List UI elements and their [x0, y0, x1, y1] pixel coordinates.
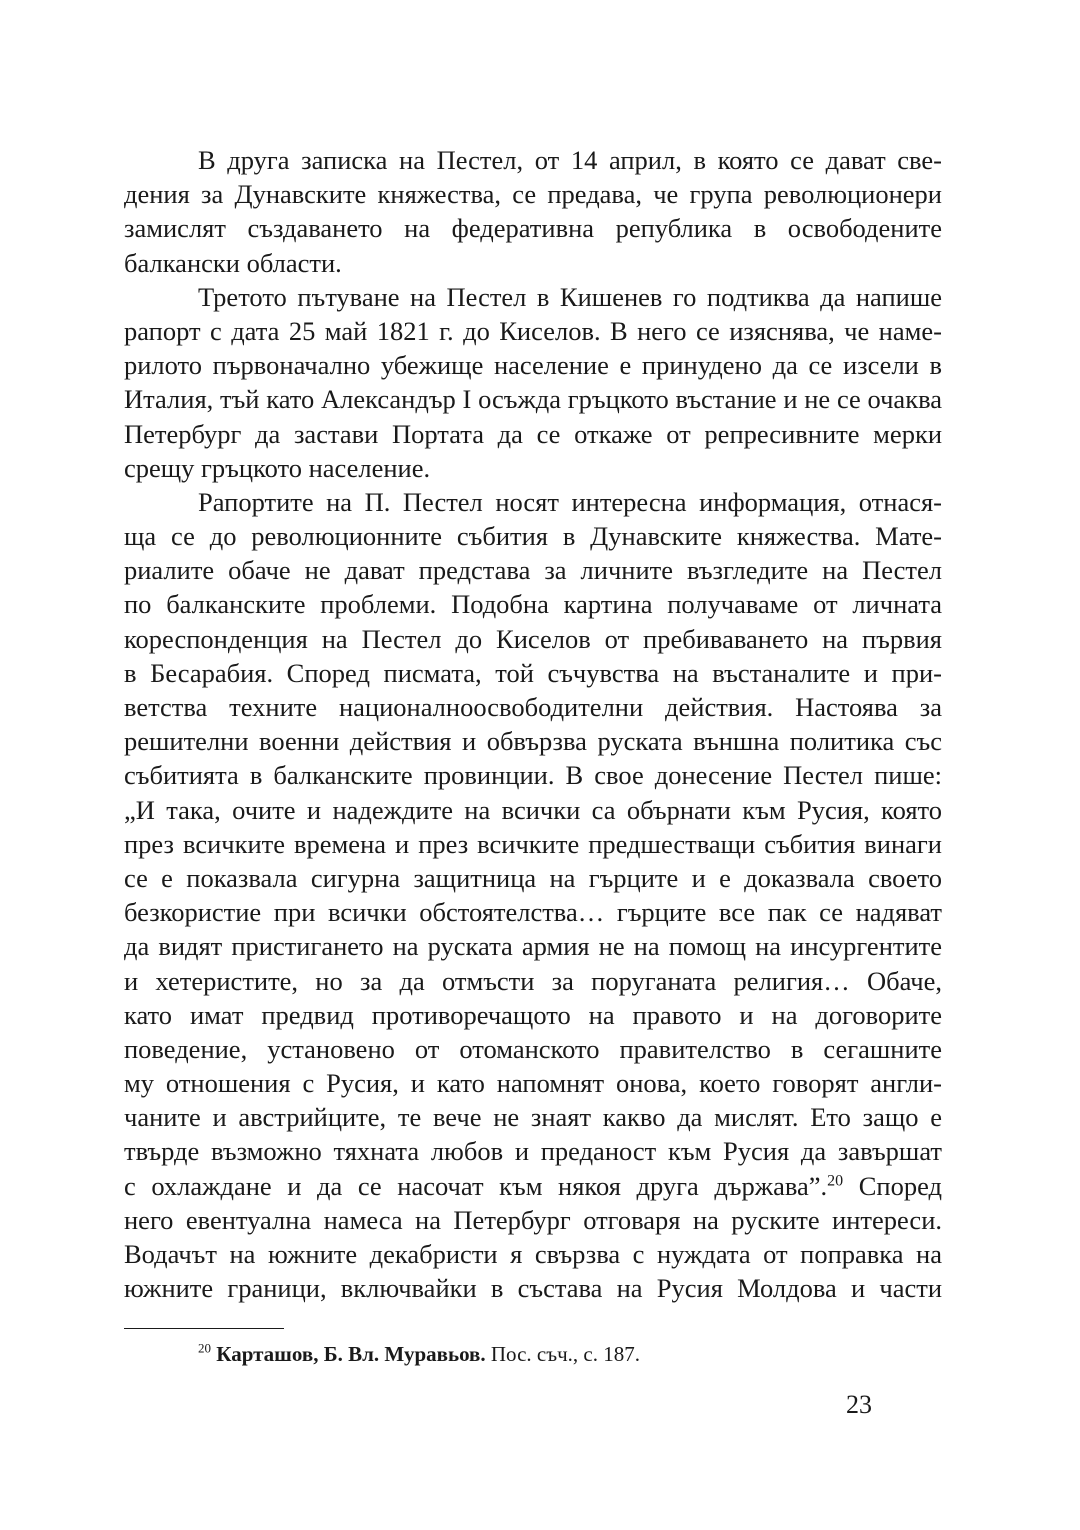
text-line: него евентуална намеса на Петербург отговаря на руските интереси. [124, 1204, 942, 1235]
text-line: „И така, очите и надеждите на всички са обърнати към Русия, която [124, 794, 942, 825]
text-line: да видят пристигането на руската армия не на помощ на инсургентите [124, 931, 942, 962]
text-line: Третото пътуване на Пестел в Кишенев го подтиква да напише [198, 281, 942, 312]
text-line: южните граници, включвайки в състава на Русия Молдова и части [124, 1273, 942, 1304]
footnote-reference[interactable]: 20 [827, 1172, 844, 1190]
text-segment: Според [843, 1170, 942, 1201]
text-line: балкански области. [124, 247, 342, 278]
text-line: ща се до революционните събития в Дунавските княжества. Мате- [124, 521, 942, 552]
text-line: му отношения с Русия, и като напомнят онова, което говорят англи- [124, 1068, 942, 1099]
text-line: кореспонденция на Пестел до Киселов от пребиваването на първия [124, 623, 942, 654]
text-line: В друга записка на Пестел, от 14 април, в която се дават све- [198, 145, 942, 175]
text-line: поведение, установено от отоманското правителство в сегашните [124, 1033, 942, 1064]
text-line: безкористие при всички обстоятелства… гърците все пак се надяват [124, 897, 942, 928]
text-line: ветства техните националноосвободителни действия. Настоява за [124, 692, 942, 722]
text-line: се е показвала сигурна защитница на гърците и е доказвала своето [124, 862, 942, 893]
text-line: твърде възможно тяхната любов и преданост към Русия да завършат [124, 1136, 942, 1167]
footnote-separator [124, 1328, 284, 1329]
text-segment: с охлаждане и да се насочат към някоя друга държава”. [124, 1170, 828, 1201]
text-line: дения за Дунавските княжества, се предава, че група революционери [124, 179, 942, 210]
text-line-with-footnote-ref [124, 1169, 942, 1203]
text-line: Водачът на южните декабристи я свързва с нуждата от поправка на [124, 1239, 942, 1269]
footnote [198, 1340, 640, 1368]
page-number: 23 [846, 1390, 872, 1419]
text-line: риалите обаче не дават представа за личните възгледите на Пестел [124, 555, 942, 586]
footnote-number: 20 [198, 1340, 211, 1356]
footnote-citation: Пос. съч., с. 187. [485, 1342, 640, 1366]
text-line: Петербург да застави Портата да се откаже от репресивните мерки [124, 418, 942, 449]
body-text [124, 143, 942, 1305]
text-line: като имат предвид противоречащото на правото и на договорите [124, 999, 942, 1030]
text-line: и хетеристите, но за да отмъсти за поруганата религия… Обаче, [124, 965, 942, 996]
text-line: през всичките времена и през всичките предшестващи събития винаги [124, 828, 942, 859]
text-line: решителни военни действия и обвързва руската външна политика със [124, 726, 942, 757]
text-line: Рапортите на П. Пестел носят интересна информация, отнася- [198, 486, 942, 517]
text-line: събитията в балканските провинции. В свое донесение Пестел пише: [124, 760, 942, 791]
text-line: рилото първоначално убежище население е принудено да се изсели в [124, 350, 942, 381]
text-line: Италия, тъй като Александър I осъжда гръцкото въстание и не се очаква [124, 384, 942, 415]
text-line: по балканските проблеми. Подобна картина получаваме от личната [124, 589, 942, 620]
footnote-authors: Карташов, Б. Вл. Муравьов. [216, 1342, 486, 1366]
text-line: в Бесарабия. Според писмата, той съчувства на въстаналите и при- [124, 657, 942, 688]
text-line: чаните и австрийците, те вече не знаят какво да мислят. Ето защо е [124, 1102, 942, 1133]
text-line: срещу гръцкото население. [124, 452, 431, 483]
text-line: замислят създаването на федеративна република в освободените [124, 213, 942, 244]
text-line: рапорт с дата 25 май 1821 г. до Киселов. В него се изяснява, че наме- [124, 315, 942, 346]
